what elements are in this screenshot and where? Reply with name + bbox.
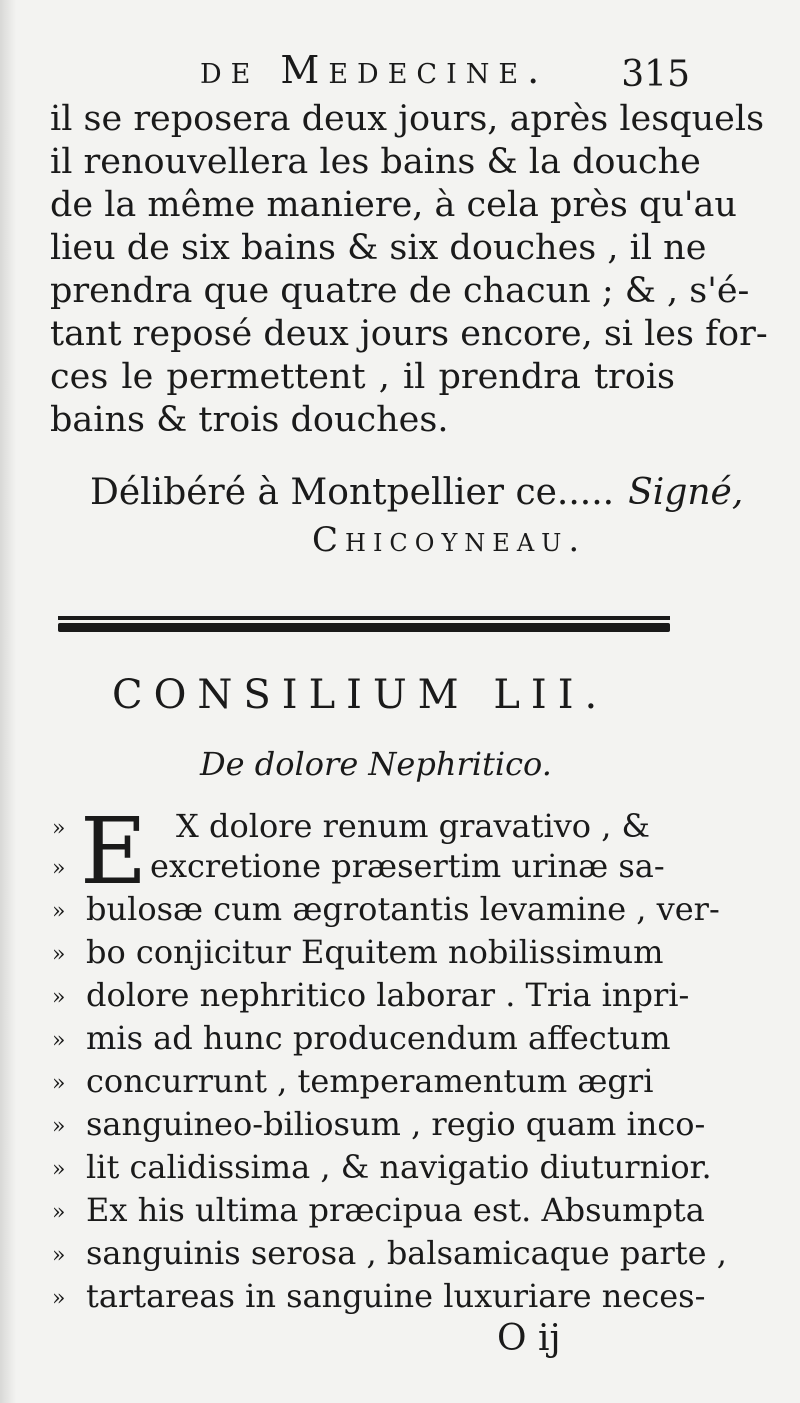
body-line [52,1061,682,1104]
body-line-text: mis ad hunc producendum affectum [86,1019,671,1057]
paragraph-line: prendra que quatre de chacun ; & , s'é- [50,271,750,311]
body-line [52,975,690,1018]
body-line [52,889,720,932]
quote-mark: » [52,815,66,841]
section-rule [58,614,670,636]
quote-mark: » [52,1199,66,1225]
running-title: de Medecine. [200,48,549,92]
signatory-name: Chicoyneau. [312,520,587,560]
body-line-text: excretione præsertim urinæ sa- [150,847,665,885]
body-line-text: sanguinis serosa , balsamicaque parte , [86,1234,727,1272]
quote-mark: » [52,1070,66,1096]
body-line [52,1018,682,1061]
body-line [52,1190,705,1233]
quote-mark: » [52,898,66,924]
quote-mark: » [52,941,66,967]
section-subtitle: De dolore Nephritico. [200,745,552,783]
rule-thin-line [58,616,670,620]
paragraph-line: bains & trois douches. [50,400,449,440]
body-line [52,932,682,975]
quote-mark: » [52,1113,66,1139]
paragraph-line: il renouvellera les bains & la douche [50,142,701,182]
body-line [52,806,682,849]
page-header [50,48,740,98]
body-line-text: concurrunt , temperamentum ægri [86,1062,654,1100]
quote-mark: » [52,855,66,881]
body-line-text: bo conjicitur Equitem nobilissimum [86,933,664,971]
paragraph-line: ces le permettent , il prendra trois [50,357,675,397]
body-line-text: Ex his ultima præcipua est. Absumpta [86,1191,705,1229]
paragraph-line: il se reposera deux jours, après lesquels [50,99,765,139]
body-line-text: tartareas in sanguine luxuriare neces- [86,1277,706,1315]
body-line [52,1276,706,1319]
body-line [52,1104,706,1147]
signe-label: Signé, [628,472,744,513]
page-edge-shadow [0,0,16,1403]
paragraph-line: lieu de six bains & six douches , il ne [50,228,707,268]
quote-mark: » [52,984,66,1010]
page-number: 315 [621,54,690,95]
paragraph-line: tant reposé deux jours encore, si les for- [50,314,768,354]
quote-mark: » [52,1242,66,1268]
quote-mark: » [52,1027,66,1053]
signature-line [90,472,743,513]
drop-capital: E [80,798,148,905]
body-line-text: bulosæ cum ægrotantis levamine , ver- [86,890,720,928]
quote-mark: » [52,1285,66,1311]
body-line [52,1233,727,1276]
paragraph-line: de la même maniere, à cela près qu'au [50,185,737,225]
body-line-text: dolore nephritico laborar . Tria inpri- [86,976,690,1014]
catchword-signature-mark: O ij [497,1318,561,1359]
deliberation-text: Délibéré à Montpellier ce..... [90,472,615,513]
section-title: CONSILIUM LII. [112,672,609,718]
body-line-text: sanguineo-biliosum , regio quam inco- [86,1105,706,1143]
quote-mark: » [52,1156,66,1182]
body-line [52,846,682,889]
body-line [52,1147,712,1190]
body-line-text: X dolore renum gravativo , & [176,807,651,845]
body-line-text: lit calidissima , & navigatio diuturnior. [86,1148,712,1186]
rule-thick-line [58,623,670,632]
